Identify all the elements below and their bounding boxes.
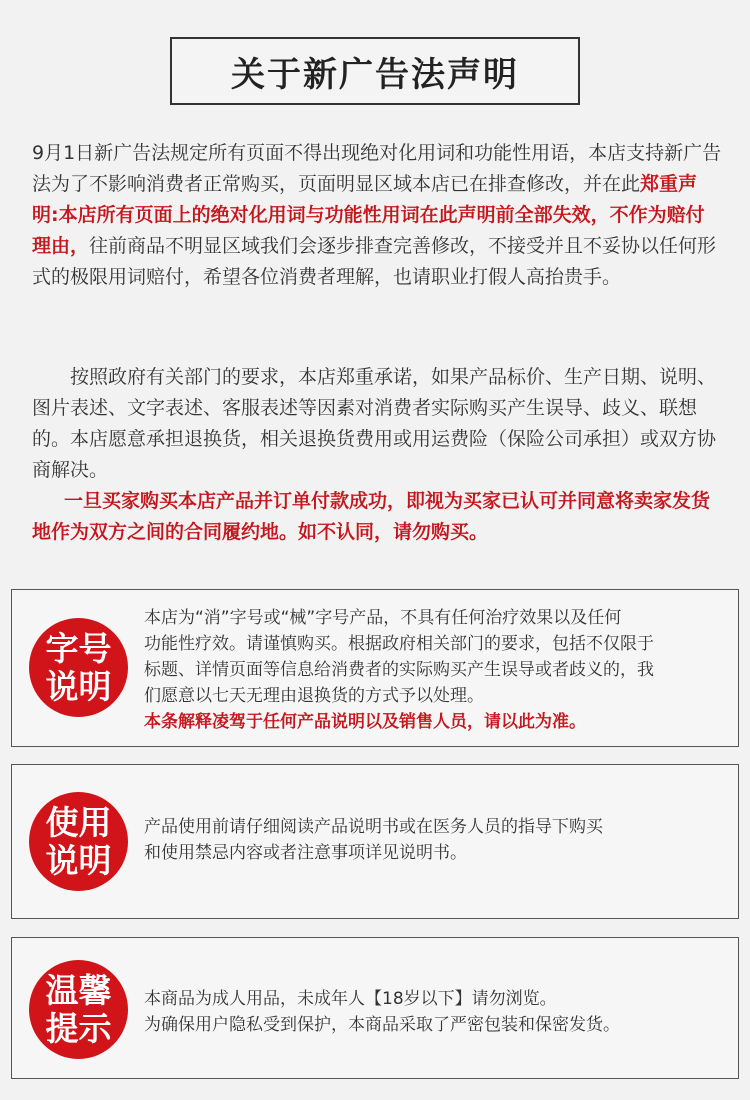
declaration-text-a: 9月1日新广告法规定所有页面不得出现绝对化用词和功能性用语，本店支持新广告法为了不影响消费者正常购买，页面明显区域本店已在排查修改，并在此 xyxy=(32,142,722,195)
badge-line: 说明 xyxy=(45,666,112,706)
note-red-line: 本条解释凌驾于任何产品说明以及销售人员，请以此为准。 xyxy=(144,712,586,732)
note-line: 本店为“消”字号或“械”字号产品，不具有任何治疗效果以及任何 xyxy=(144,608,622,628)
note-text xyxy=(144,986,730,1038)
page-title: 关于新广告法声明 xyxy=(231,54,519,95)
note-box-license xyxy=(11,589,739,747)
commitment-paragraph xyxy=(32,362,722,548)
note-line: 功能性疗效。请谨慎购买。根据政府相关部门的要求，包括不仅限于 xyxy=(144,634,654,654)
note-box-reminder xyxy=(11,937,739,1079)
badge-line: 温馨 xyxy=(45,970,112,1010)
note-box-usage xyxy=(11,764,739,919)
badge-line: 说明 xyxy=(45,840,112,880)
declaration-paragraph xyxy=(32,138,722,293)
badge-line: 字号 xyxy=(45,628,112,668)
note-line: 为确保用户隐私受到保护，本商品采取了严密包装和保密发货。 xyxy=(144,1015,620,1035)
note-line: 产品使用前请仔细阅读产品说明书或在医务人员的指导下购买 xyxy=(144,817,603,837)
note-line: 标题、详情页面等信息给消费者的实际购买产生误导或者歧义的，我 xyxy=(144,660,654,680)
declaration-text-b: 往前商品不明显区域我们会逐步排查完善修改，不接受并且不妥协以任何形式的极限用词赔付，希望各位消费者理解，也请职业打假人高抬贵手。 xyxy=(32,235,717,288)
declaration-highlight: 郑重声明:本店所有页面上的绝对化用词与功能性用词在此声明前全部失效，不作为赔付理由， xyxy=(32,173,705,257)
commitment-text: 按照政府有关部门的要求，本店郑重承诺，如果产品标价、生产日期、说明、图片表述、文字表述、客服表述等因素对消费者实际购买产生误导、歧义、联想的。本店愿意承担退换货，相关退换货费用或用运费险（保险公司承担）或双方协商解决。 xyxy=(32,366,717,481)
badge-line: 使用 xyxy=(45,802,112,842)
note-line: 和使用禁忌内容或者注意事项详见说明书。 xyxy=(144,843,467,863)
note-line: 们愿意以七天无理由退换货的方式予以处理。 xyxy=(144,686,484,706)
badge-reminder xyxy=(29,960,128,1059)
note-text xyxy=(144,605,730,735)
note-line: 本商品为成人用品，未成年人【18岁以下】请勿浏览。 xyxy=(144,989,557,1009)
commitment-highlight: 一旦买家购买本店产品并订单付款成功，即视为买家已认可并同意将卖家发货地作为双方之间的合同履约地。如不认同，请勿购买。 xyxy=(32,490,711,543)
badge-license xyxy=(29,618,128,717)
badge-line: 提示 xyxy=(45,1008,112,1048)
badge-usage xyxy=(29,792,128,891)
title-box xyxy=(170,37,580,105)
note-text xyxy=(144,814,730,866)
